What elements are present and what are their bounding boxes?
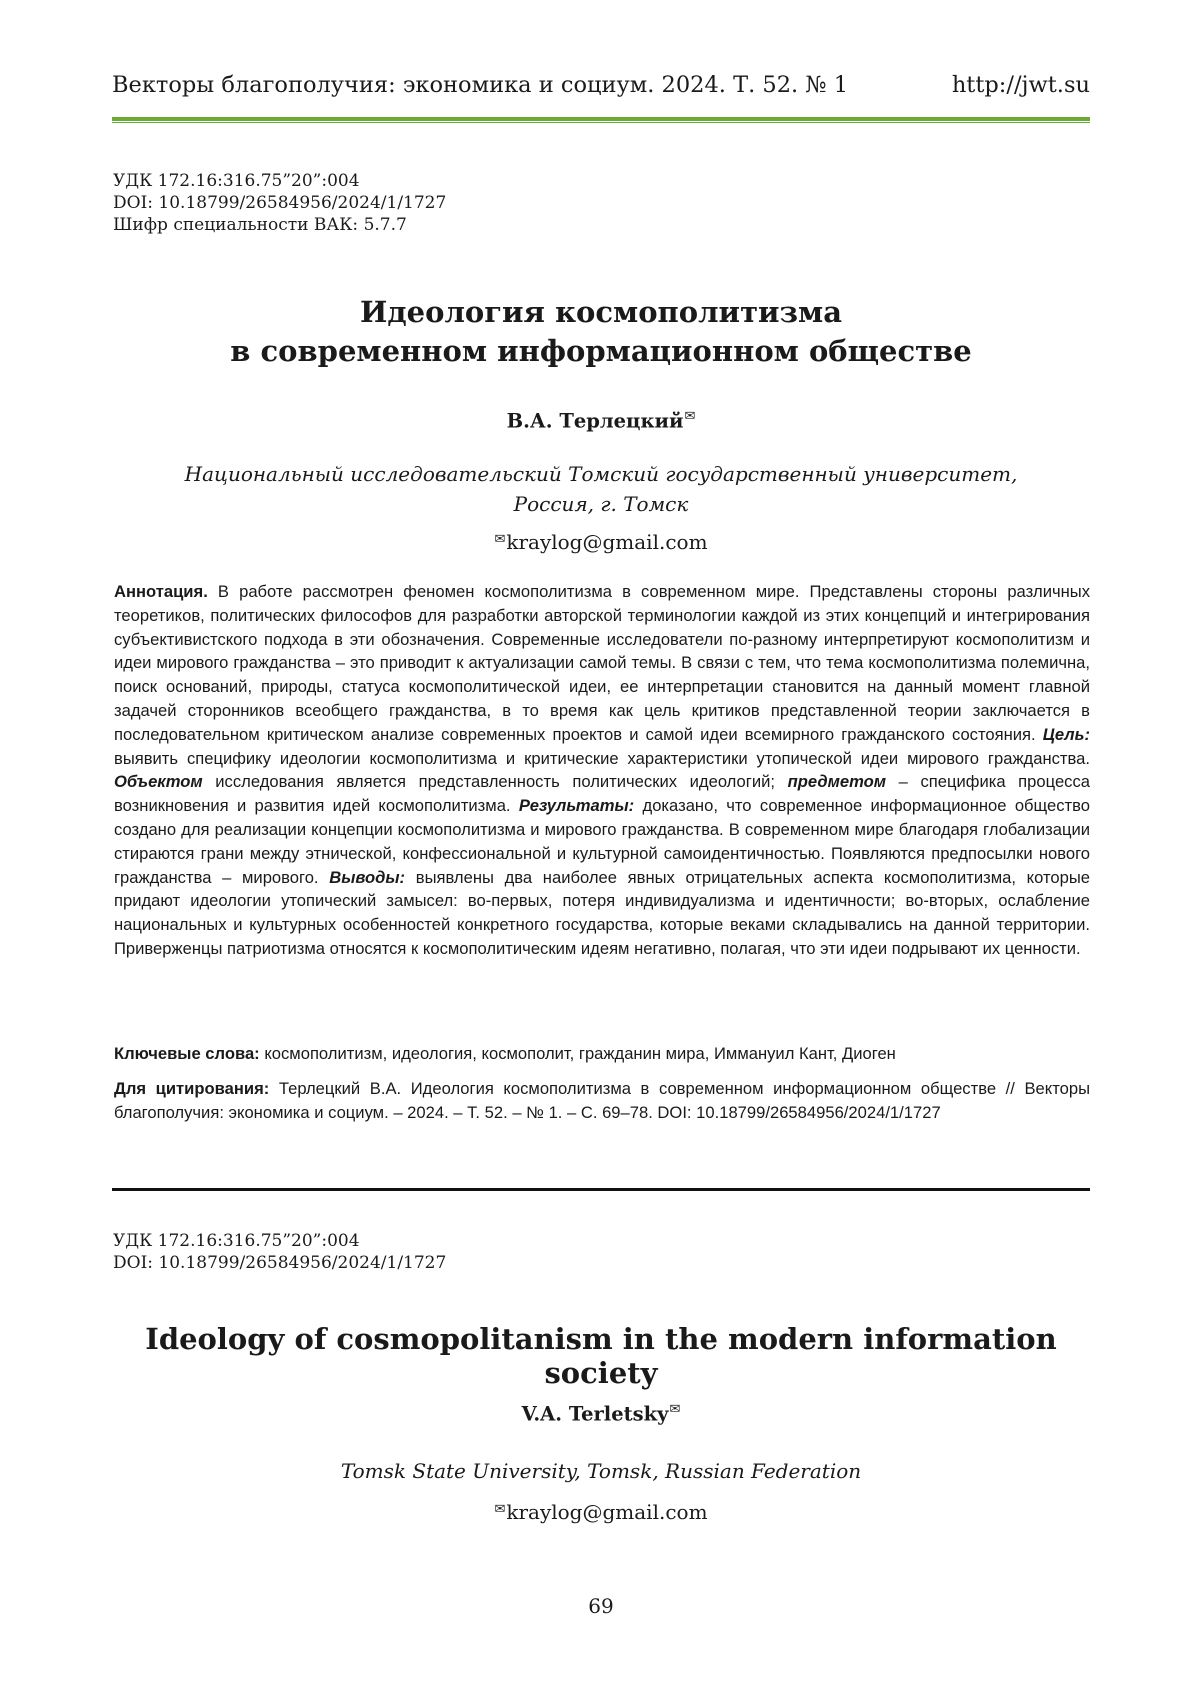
keywords-label: Ключевые слова: [114, 1044, 260, 1063]
results-text: доказано, что современное информационное общество создано для реализации концепции космополитизма и мирового гражданства. В современном мире благодаря глобализации стираются грани между этнической, конфессиональной и культурной самоидентичностью. Появляются предпосылки нового гражданства – мирового. [114, 796, 1090, 887]
author-ru [112, 409, 1090, 433]
journal-name: Векторы благополучия: экономика и социум. 2024. Т. 52. № 1 [112, 72, 849, 98]
header-rule-thin [112, 122, 1090, 123]
article-metadata-en [113, 1230, 446, 1274]
keywords [114, 1042, 1090, 1066]
author-name: В.А. Терлецкий [506, 409, 684, 433]
conclusions-label: Выводы: [329, 867, 406, 887]
abstract-text: В работе рассмотрен феномен космополитизма в современном мире. Представлены стороны различных теоретиков, политических философов для разработки авторской терминологии каждой из этих концепций и интегрирования субъективистского подхода в эти обозначения. Современные исследователи по-разному интерпретируют космополитизм и идеи мирового гражданства – это приводит к актуализации самой темы. В связи с тем, что тема космополитизма полемична, поиск оснований, природы, статуса космополитической идеи, ее интерпретации становится на данный момент главной задачей сторонников всеобщего гражданства, в то время как цель критиков представленной теории заключается в последовательном критическом анализе современных проектов и самой идеи всемирного гражданского состояния. [114, 582, 1090, 744]
email-address[interactable]: kraylog@gmail.com [506, 1500, 708, 1524]
article-title-en: Ideology of cosmopolitanism in the modern information society [145, 1322, 1057, 1390]
envelope-icon: ✉ [669, 1402, 681, 1417]
affiliation-line-1: Национальный исследовательский Томский государственный университет, [184, 462, 1018, 486]
object-label: Объектом [114, 772, 203, 792]
affiliation-ru [112, 459, 1090, 519]
object-text: исследования является представленность политических идеологий; [202, 772, 788, 792]
page-number: 69 [588, 1594, 614, 1618]
email-ru [112, 530, 1090, 554]
keywords-text: космополитизм, идеология, космополит, гражданин мира, Иммануил Кант, Диоген [259, 1044, 896, 1063]
header-rule-thick [112, 117, 1090, 121]
subject-label: предметом [787, 772, 887, 792]
running-header [112, 72, 1090, 106]
envelope-icon: ✉ [494, 1502, 506, 1517]
affiliation-en: Tomsk State University, Tomsk, Russian Federation [340, 1459, 862, 1483]
citation [114, 1077, 1090, 1125]
goal-label: Цель: [1042, 724, 1090, 744]
doi: DOI: 10.18799/26584956/2024/1/1727 [113, 193, 447, 213]
article-title-ru [112, 293, 1090, 371]
abstract-label: Аннотация. [114, 582, 208, 601]
results-label: Результаты: [518, 796, 635, 816]
subject-text: – специфика процесса возникновения и развития идей космополитизма. [114, 772, 1090, 816]
email-address[interactable]: kraylog@gmail.com [506, 530, 708, 554]
affiliation-line-2: Россия, г. Томск [513, 492, 689, 516]
email-en [112, 1500, 1090, 1524]
title-line-1: Идеология космополитизма [359, 295, 843, 329]
title-line-2: в современном информационном обществе [230, 334, 972, 368]
envelope-icon: ✉ [684, 409, 696, 424]
citation-label: Для цитирования: [114, 1079, 270, 1098]
conclusions-text: выявлены два наиболее явных отрицательных аспекта космополитизма, которые придают идеологии утопический замысел: во-первых, потеря индивидуализма и идентичности; во-вторых, ослабление национальных и культурных особенностей конкретного государства, которые веками складывались на данной территории. Приверженцы патриотизма относятся к космополитическим идеям негативно, полагая, что эти идеи подрывают их ценности. [114, 867, 1090, 958]
author-en [112, 1402, 1090, 1426]
udk-code: УДК 172.16:316.75”20”:004 [113, 171, 360, 191]
udk-code: УДК 172.16:316.75”20”:004 [113, 1231, 360, 1251]
doi: DOI: 10.18799/26584956/2024/1/1727 [113, 1253, 447, 1273]
author-name: V.A. Terletsky [521, 1402, 669, 1426]
header-rule [112, 117, 1090, 123]
abstract-paragraph [114, 580, 1090, 961]
vak-code: Шифр специальности ВАК: 5.7.7 [113, 215, 407, 235]
goal-text: выявить специфику идеологии космополитизма и критические характеристики утопической идеи мирового гражданства. [114, 748, 1090, 768]
citation-text: Терлецкий В.А. Идеология космополитизма в современном информационном обществе // Векторы благополучия: экономика и социум. – 2024. – Т. 52. – № 1. – С. 69–78. DOI: 10.18799/26584956/2024/1/1727 [114, 1079, 1090, 1122]
abstract [114, 580, 1090, 961]
section-divider [112, 1188, 1090, 1191]
article-metadata-ru [113, 170, 446, 236]
journal-url[interactable]: http://jwt.su [951, 72, 1090, 98]
envelope-icon: ✉ [494, 532, 506, 547]
